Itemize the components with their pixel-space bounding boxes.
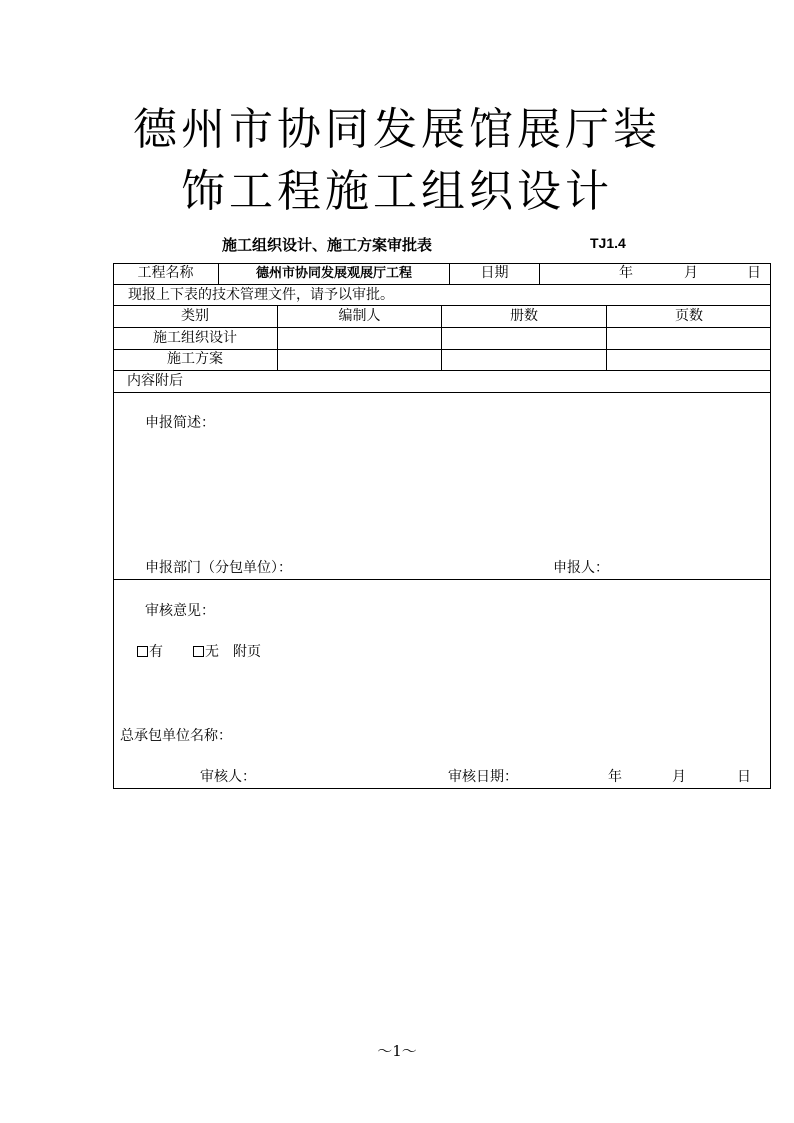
- option-no: [193, 645, 219, 659]
- reporter-label: 申报人：: [553, 560, 609, 576]
- reviewer-label: 审核人：: [200, 769, 256, 785]
- row-divider: [113, 305, 771, 306]
- row-construction-design: 施工组织设计: [153, 330, 237, 346]
- report-dept-label: 申报部门（分包单位）：: [145, 560, 292, 576]
- row-divider: [113, 284, 771, 285]
- attached-pages-label: 附页: [233, 644, 261, 660]
- date-year: 年: [619, 265, 633, 281]
- review-year: 年: [608, 769, 622, 785]
- document-title-line2: 饰工程施工组织设计: [181, 166, 613, 217]
- date-month: 月: [684, 265, 698, 281]
- header-volumes: 册数: [510, 308, 538, 324]
- submit-note: 现报上下表的技术管理文件，请予以审批。: [128, 287, 394, 303]
- row-divider: [113, 370, 771, 371]
- review-date-label: 审核日期：: [448, 769, 518, 785]
- date-day: 日: [747, 265, 761, 281]
- form-title: 施工组织设计、施工方案审批表: [222, 236, 433, 254]
- option-yes: [137, 645, 163, 659]
- contractor-label: 总承包单位名称：: [120, 728, 232, 744]
- document-title-line1: 德州市协同发展馆展厅装: [133, 104, 661, 155]
- date-label: 日期: [480, 265, 509, 281]
- page-number: ～1～: [377, 1042, 417, 1060]
- attachment-label: 内容附后: [127, 373, 183, 389]
- form-code: TJ1.4: [590, 235, 626, 251]
- row-divider: [113, 349, 771, 350]
- review-opinion-label: 审核意见：: [145, 603, 215, 619]
- review-month: 月: [672, 769, 686, 785]
- report-summary-label: 申报简述：: [145, 415, 215, 431]
- checkbox-yes[interactable]: [137, 646, 148, 657]
- option-no-label: 无: [205, 644, 219, 660]
- option-yes-label: 有: [149, 644, 163, 660]
- checkbox-no[interactable]: [193, 646, 204, 657]
- header-pages: 页数: [675, 308, 703, 324]
- project-name-value: 德州市协同发展观展厅工程: [255, 266, 412, 281]
- row-divider: [113, 579, 771, 580]
- header-category: 类别: [181, 308, 209, 324]
- review-day: 日: [737, 769, 751, 785]
- row-construction-plan: 施工方案: [167, 351, 223, 367]
- row-divider: [113, 327, 771, 328]
- col-divider: [539, 263, 540, 285]
- project-name-label: 工程名称: [137, 265, 194, 281]
- header-author: 编制人: [338, 308, 381, 324]
- row-divider: [113, 392, 771, 393]
